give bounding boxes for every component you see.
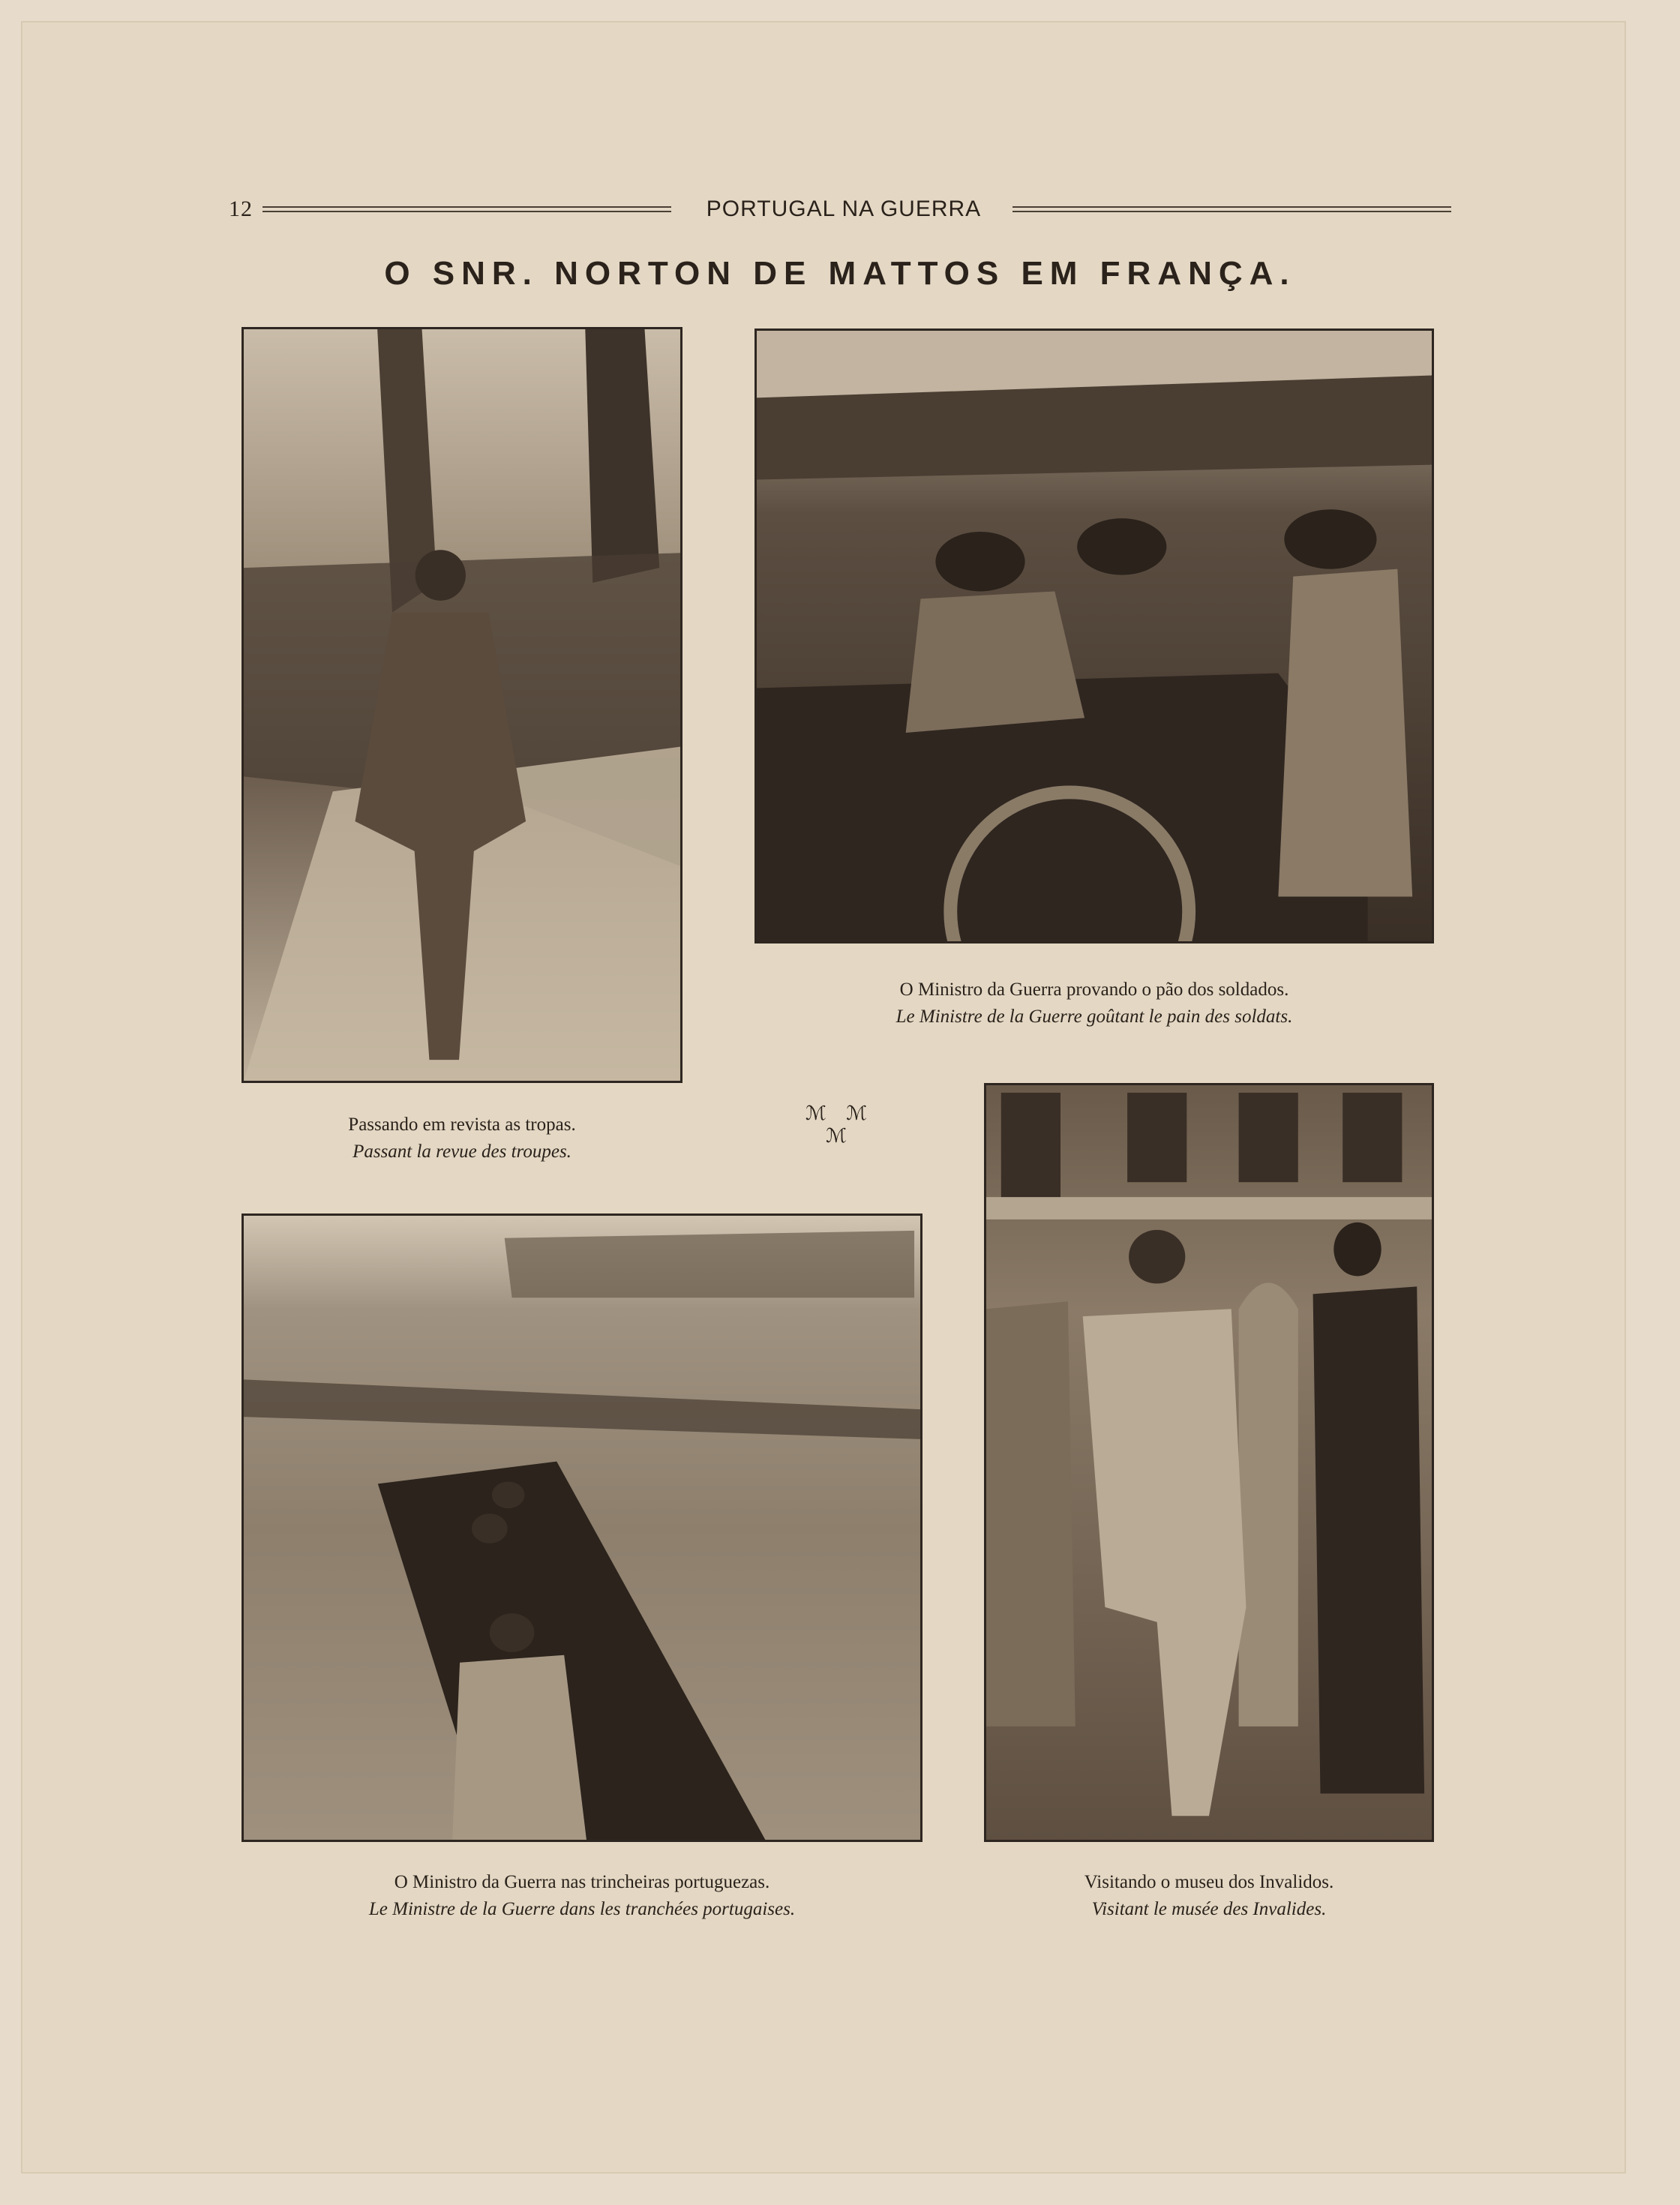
invalides-museum-photo <box>984 1083 1434 1842</box>
page-number: 12 <box>229 196 253 221</box>
caption-photo-2-pt: O Ministro da Guerra provando o pão dos soldados. <box>899 980 1289 1000</box>
officers-in-car-photo <box>754 328 1434 944</box>
header-rule-right <box>1012 206 1451 212</box>
officer-reviewing-troops-photo <box>242 327 682 1083</box>
caption-photo-4 <box>984 1869 1434 1923</box>
caption-photo-4-pt: Visitando o museu dos Invalidos. <box>1084 1872 1334 1892</box>
officers-in-trench-photo <box>242 1214 922 1842</box>
caption-photo-3-pt: O Ministro da Guerra nas trincheiras portuguezas. <box>394 1872 770 1892</box>
running-title: PORTUGAL NA GUERRA <box>706 196 982 221</box>
article-title: O SNR. NORTON DE MATTOS EM FRANÇA. <box>384 255 1296 292</box>
caption-photo-1-pt: Passando em revista as tropas. <box>348 1114 576 1135</box>
caption-photo-2 <box>754 976 1434 1030</box>
caption-photo-3-fr: Le Ministre de la Guerre dans les tranchées portugaises. <box>368 1899 796 1919</box>
decorative-ornament: ℳ ℳ ℳ <box>805 1102 875 1147</box>
caption-photo-1 <box>242 1112 682 1166</box>
caption-photo-2-fr: Le Ministre de la Guerre goûtant le pain des soldats. <box>896 1006 1293 1027</box>
caption-photo-3 <box>242 1869 922 1923</box>
caption-photo-4-fr: Visitant le musée des Invalides. <box>1091 1899 1327 1919</box>
header-rule-left <box>262 206 671 212</box>
page-header <box>229 196 1451 224</box>
caption-photo-1-fr: Passant la revue des troupes. <box>352 1142 572 1162</box>
